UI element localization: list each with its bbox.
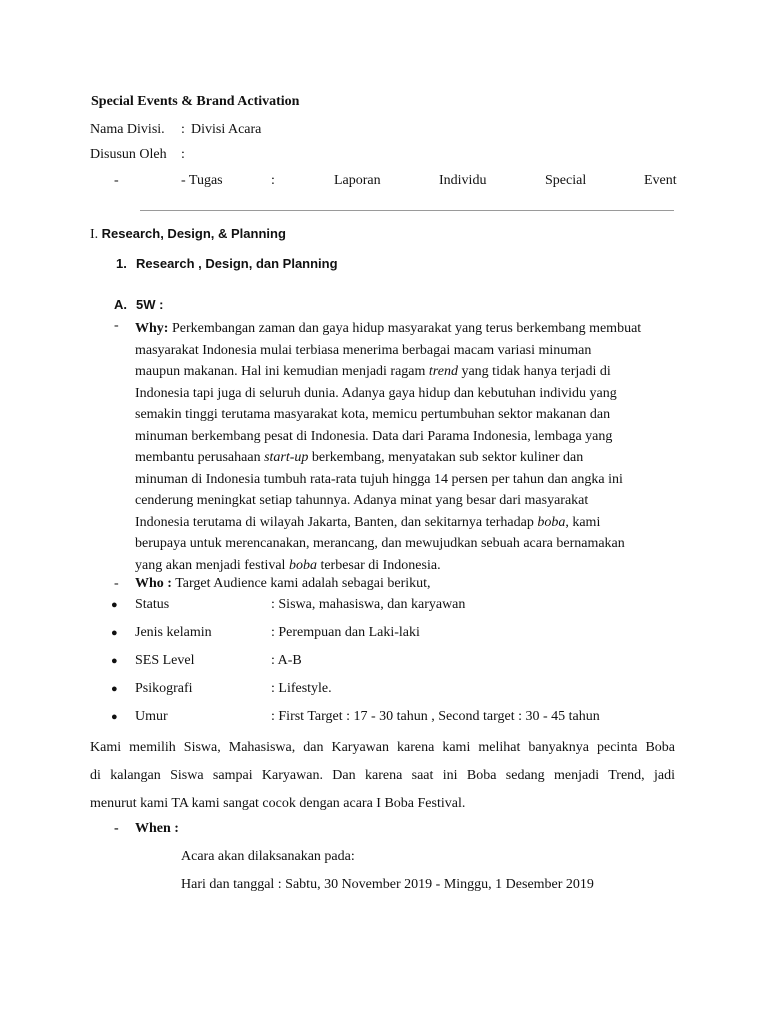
why-line: Indonesia terutama di wilayah Jakarta, Banten, dan sekitarnya terhadap boba, kami — [135, 514, 601, 530]
bullet-dot: ● — [111, 683, 118, 695]
document-title: Special Events & Brand Activation — [91, 94, 300, 109]
why-line: minuman berkembang pesat di Indonesia. Data dari Parama Indonesia, lembaga yang — [135, 428, 613, 444]
why-paragraph — [135, 318, 675, 576]
division-colon: : — [181, 122, 185, 137]
bullet-label: Umur — [135, 709, 168, 724]
why-line: cenderung meningkat setiap tahunnya. Adanya minat yang besar dari masyarakat — [135, 493, 589, 508]
bullet-label: Status — [135, 597, 170, 612]
bullet-dot: ● — [111, 711, 118, 723]
bullet-label: Jenis kelamin — [135, 625, 212, 640]
conclusion-line: di kalangan Siswa sampai Karyawan. Dan karena saat ini Boba sedang menjadi Trend, jadi — [90, 768, 675, 783]
subsection-number: 1. — [116, 256, 127, 271]
why-line: masyarakat Indonesia mulai terbiasa menerima berbagai macam variasi minuman — [135, 342, 592, 358]
task-word: Laporan — [334, 173, 381, 188]
who-dash: - — [114, 576, 119, 591]
conclusion-paragraph — [90, 734, 675, 818]
horizontal-rule — [140, 210, 674, 211]
why-line: membantu perusahaan start-up berkembang, menyatakan sub sektor kuliner dan — [135, 450, 584, 465]
when-label: When : — [135, 821, 179, 836]
why-dash: - — [114, 318, 119, 333]
when-dash: - — [114, 821, 119, 836]
conclusion-line: menurut kami TA kami sangat cocok dengan acara I Boba Festival. — [90, 796, 466, 811]
bullet-value: : A-B — [271, 653, 302, 668]
bullet-dot: ● — [111, 599, 118, 611]
subsection-heading: Research , Design, dan Planning — [136, 256, 338, 271]
section-heading — [90, 226, 286, 243]
why-label: Why: — [135, 321, 169, 336]
task-dash: - — [114, 173, 119, 188]
why-line: semakin tinggi terutama masyarakat kota, memicu pertumbuhan sektor makanan dan — [135, 407, 611, 422]
conclusion-line: Kami memilih Siswa, Mahasiswa, dan Karyawan karena kami melihat banyaknya pecinta Boba — [90, 740, 675, 755]
why-line: minuman di Indonesia tumbuh rata-rata tujuh hingga 14 persen per tahun dan angka ini — [135, 471, 623, 487]
task-word: Event — [644, 173, 677, 188]
author-colon: : — [181, 147, 185, 162]
list-letter-heading: 5W : — [136, 297, 164, 312]
section-roman: I. — [90, 227, 99, 242]
why-line: maupun makanan. Hal ini kemudian menjadi ragam trend yang tidak hanya terjadi di — [135, 364, 611, 379]
bullet-dot: ● — [111, 655, 118, 667]
why-line: yang akan menjadi festival boba terbesar di Indonesia. — [135, 557, 441, 573]
task-word: Individu — [439, 173, 487, 188]
why-line: Indonesia tapi juga di seluruh dunia. Adanya gaya hidup dan kebutuhan individu yang — [135, 385, 617, 401]
division-label: Nama Divisi. — [90, 122, 165, 137]
author-label: Disusun Oleh — [90, 147, 167, 162]
bullet-dot: ● — [111, 627, 118, 639]
who-line: Who : Target Audience kami adalah sebagai berikut, — [135, 576, 431, 591]
section-title: Research, Design, & Planning — [101, 226, 286, 241]
why-line: berupaya untuk merencanakan, merancang, dan mewujudkan sebuah acara bernamakan — [135, 536, 625, 551]
bullet-value: : Lifestyle. — [271, 681, 332, 696]
when-line: Acara akan dilaksanakan pada: — [181, 849, 355, 864]
division-value: Divisi Acara — [191, 122, 262, 137]
who-label: Who : — [135, 576, 172, 591]
when-date: Hari dan tanggal : Sabtu, 30 November 2019 - Minggu, 1 Desember 2019 — [181, 877, 594, 892]
bullet-value: : Siswa, mahasiswa, dan karyawan — [271, 597, 466, 612]
task-colon: : — [271, 173, 275, 188]
bullet-label: Psikografi — [135, 681, 193, 696]
why-line: Why: Perkembangan zaman dan gaya hidup masyarakat yang terus berkembang membuat — [135, 321, 642, 336]
bullet-label: SES Level — [135, 653, 195, 668]
task-word: Special — [545, 173, 587, 188]
task-item: - Tugas — [181, 173, 223, 188]
bullet-value: : First Target : 17 - 30 tahun , Second target : 30 - 45 tahun — [271, 709, 600, 724]
list-letter: A. — [114, 297, 127, 312]
bullet-value: : Perempuan dan Laki-laki — [271, 625, 420, 640]
